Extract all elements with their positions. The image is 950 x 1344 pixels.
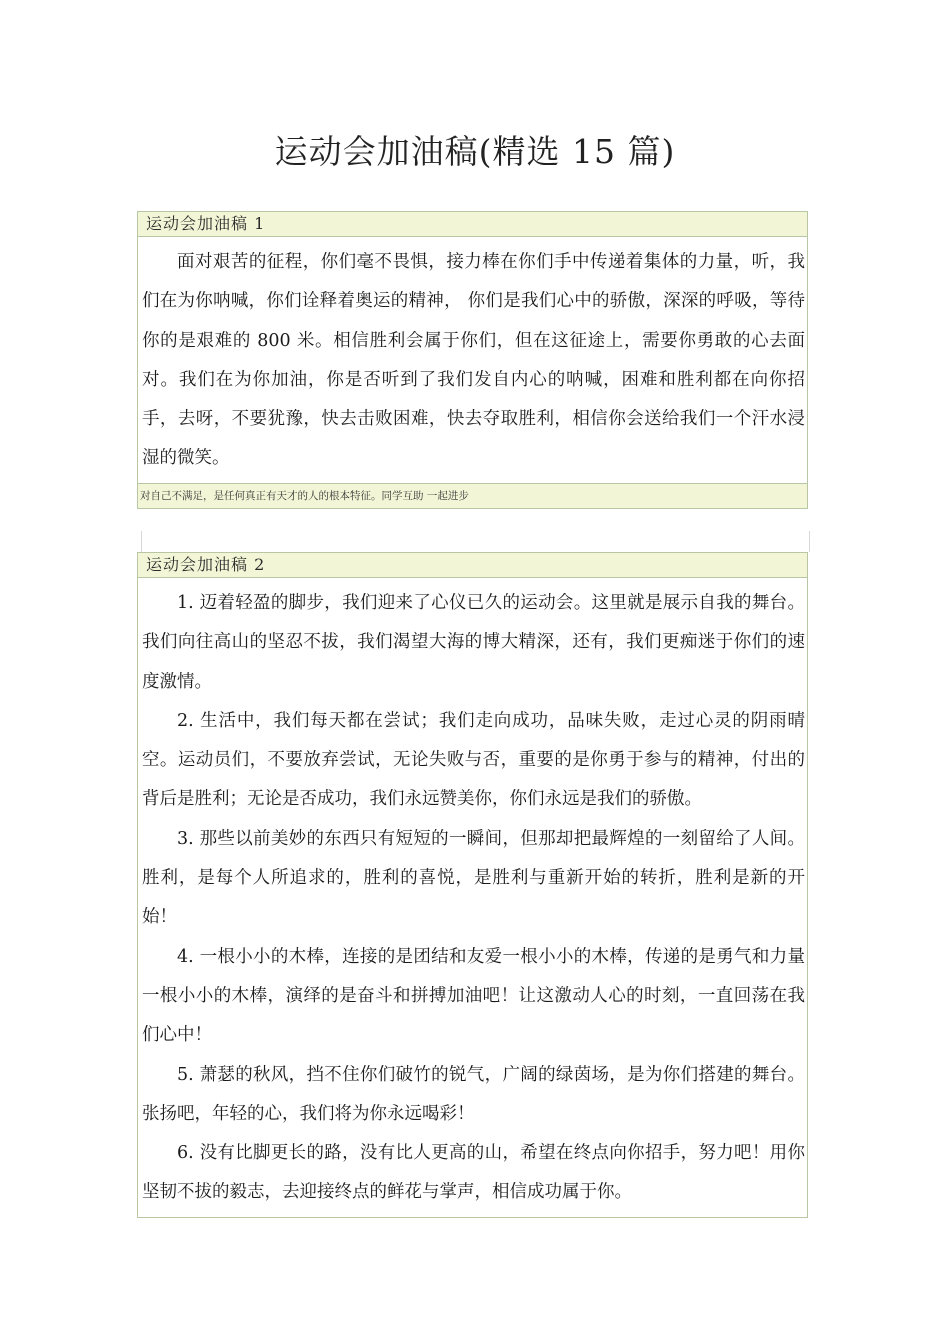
numbered-paragraph: 5. 萧瑟的秋风，挡不住你们破竹的锐气，广阔的绿茵场，是为你们搭建的舞台。张扬吧，年轻的心，我们将为你永远喝彩！ (142, 1064, 805, 1124)
paragraph: 面对艰苦的征程，你们毫不畏惧，接力棒在你们手中传递着集体的力量，听，我们在为你呐喊，你们诠释着奥运的精神， 你们是我们心中的骄傲，深深的呼吸，等待你的是艰难的 800 米。相信胜利会属于你们，但在这征途上，需要你勇敢的心去面对。我们在为你加油，你是否听到了我们发自内心的呐喊，困难和胜利都在向你招手，去呀，不要犹豫，快去击败困难，快去夺取胜利，相信你会送给我们一个汗水浸湿的微笑。 (142, 252, 805, 469)
section-body (138, 578, 807, 1217)
numbered-paragraph: 4. 一根小小的木棒，连接的是团结和友爱一根小小的木棒，传递的是勇气和力量一根小小的木棒，演绎的是奋斗和拼搏加油吧！让这激动人心的时刻，一直回荡在我们心中！ (142, 946, 805, 1046)
numbered-paragraph: 6. 没有比脚更长的路，没有比人更高的山，希望在终点向你招手，努力吧！用你坚韧不拔的毅志，去迎接终点的鲜花与掌声，相信成功属于你。 (142, 1143, 805, 1203)
section-divider (141, 531, 810, 552)
section-heading: 运动会加油稿 2 (138, 553, 807, 578)
section-footer-note: 对自己不满足，是任何真正有天才的人的根本特征。同学互助 一起进步 (138, 483, 807, 508)
section-box-2 (137, 552, 808, 1218)
document-title: 运动会加油稿(精选 15 篇) (274, 132, 676, 171)
section-body (138, 237, 807, 483)
numbered-paragraph: 1. 迈着轻盈的脚步，我们迎来了心仪已久的运动会。这里就是展示自我的舞台。我们向往高山的坚忍不拔，我们渴望大海的博大精深，还有，我们更痴迷于你们的速度激情。 (142, 593, 805, 692)
numbered-paragraph: 3. 那些以前美妙的东西只有短短的一瞬间，但那却把最辉煌的一刻留给了人间。胜利，是每个人所追求的，胜利的喜悦，是胜利与重新开始的转折，胜利是新的开始！ (142, 828, 805, 928)
section-heading: 运动会加油稿 1 (138, 212, 807, 237)
section-box-1 (137, 211, 808, 509)
numbered-paragraph: 2. 生活中，我们每天都在尝试；我们走向成功，品味失败，走过心灵的阴雨晴空。运动员们，不要放弃尝试，无论失败与否，重要的是你勇于参与的精神，付出的背后是胜利；无论是否成功，我们永远赞美你，你们永远是我们的骄傲。 (142, 710, 805, 810)
